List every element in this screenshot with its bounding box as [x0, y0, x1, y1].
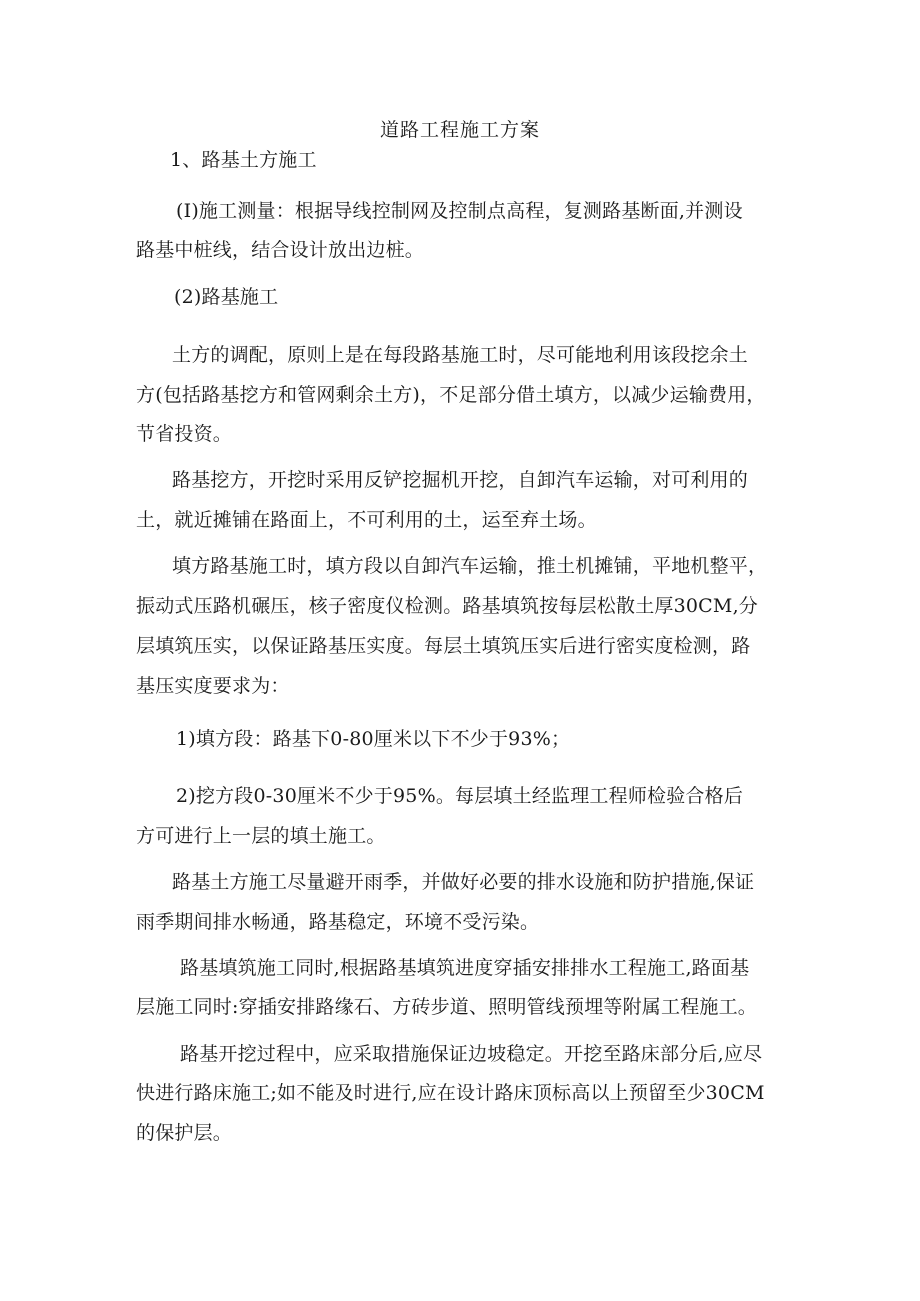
text-line: 基压实度要求为： [136, 675, 290, 697]
text-line: 快进行路床施工;如不能及时进行,应在设计路床顶标高以上预留至少30CM [136, 1082, 765, 1104]
text-line: 路基土方施工尽量避开雨季，并做好必要的排水设施和防护措施,保证 [172, 871, 755, 893]
subsection-heading: (2)路基施工 [174, 286, 279, 308]
text-line: 路基填筑施工同时,根据路基填筑进度穿插安排排水工程施工,路面基 [180, 957, 750, 979]
text-line: 层施工同时:穿插安排路缘石、方砖步道、照明管线预埋等附属工程施工。 [136, 996, 758, 1018]
text-line: 路基中桩线，结合设计放出边桩。 [136, 239, 425, 261]
text-line: 方可进行上一层的填土施工。 [136, 825, 386, 847]
text-line: 方(包括路基挖方和管网剩余土方)，不足部分借土填方，以减少运输费用， [136, 384, 766, 406]
text-line: 的保护层。 [136, 1122, 233, 1144]
text-line: 土方的调配，原则上是在每段路基施工时，尽可能地利用该段挖余土 [172, 344, 749, 366]
text-line: (I)施工测量：根据导线控制网及控制点高程，复测路基断面,并测设 [176, 200, 743, 222]
text-line: 土，就近摊铺在路面上，不可利用的土，运至弃土场。 [136, 509, 597, 531]
text-line: 1)填方段：路基下0-80厘米以下不少于93%； [176, 728, 571, 750]
text-line: 振动式压路机碾压，核子密度仪检测。路基填筑按每层松散土厚30CM,分 [136, 595, 759, 617]
section-heading: 1、路基土方施工 [170, 149, 317, 171]
text-line: 雨季期间排水畅通，路基稳定，环境不受污染。 [136, 911, 540, 933]
document-title: 道路工程施工方案 [379, 119, 540, 141]
text-line: 2)挖方段0-30厘米不少于95%。每层填土经监理工程师检验合格后 [176, 785, 744, 807]
text-line: 层填筑压实，以保证路基压实度。每层土填筑压实后进行密实度检测，路 [136, 635, 751, 657]
text-line: 填方路基施工时，填方段以自卸汽车运输，推土机摊铺，平地机整平， [172, 555, 768, 577]
text-line: 路基开挖过程中，应采取措施保证边坡稳定。开挖至路床部分后,应尽 [180, 1043, 763, 1065]
text-line: 路基挖方，开挖时采用反铲挖掘机开挖，自卸汽车运输，对可利用的 [172, 469, 749, 491]
text-line: 节省投资。 [136, 423, 233, 445]
